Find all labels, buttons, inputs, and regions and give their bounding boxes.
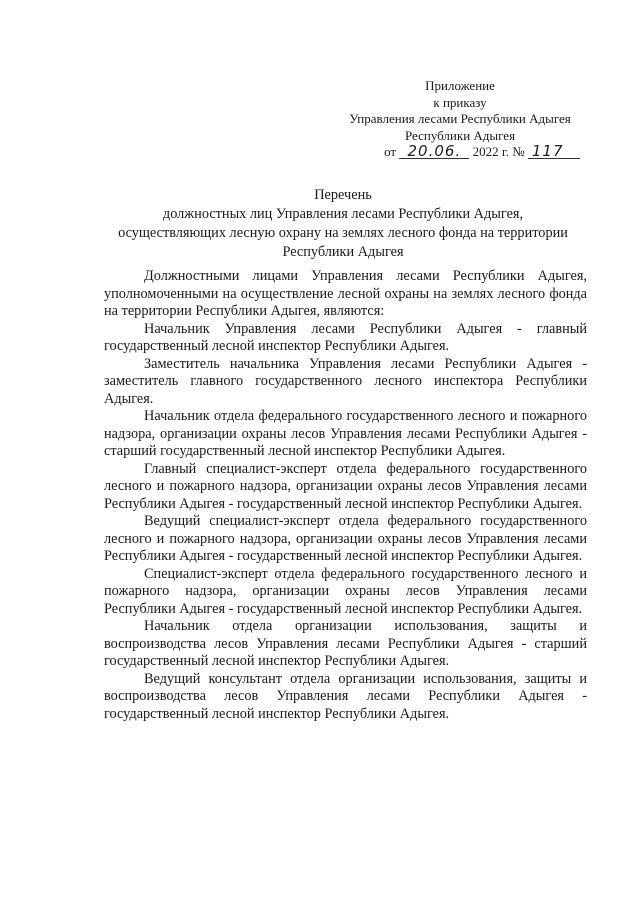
paragraph-text: Должностными лицами Управления лесами Республики Адыгея, уполномоченными на осуществление лесной охраны на землях лесного фонда на территории Республики Адыгея, являются: <box>104 268 587 319</box>
paragraph <box>104 671 587 724</box>
paragraph <box>104 356 587 409</box>
paragraph-text: Главный специалист-эксперт отдела федерального государственного лесного и пожарного надзора, организации охраны лесов Управления лесами Республики Адыгея - государственный лесной инспектор Республики Адыгея. <box>104 460 587 512</box>
paragraph <box>104 408 587 461</box>
paragraph-text: Ведущий специалист-эксперт отдела федерального государственного лесного и пожарного надзора, организации охраны лесов Управления лесами Республики Адыгея - государственный лесной инспектор Республики Адыгея. <box>104 513 587 564</box>
paragraph-text: Заместитель начальника Управления лесами Республики Адыгея - заместитель главного государственного лесного инспектора Республики Адыгея. <box>104 355 587 407</box>
appendix-header <box>330 78 590 161</box>
title-line-2: должностных лиц Управления лесами Республики Адыгея, <box>162 206 524 222</box>
paragraph <box>104 268 587 321</box>
paragraph <box>104 461 587 514</box>
paragraph-text: Ведущий консультант отдела организации использования, защиты и воспроизводства лесов Управления лесами Республики Адыгея - государственный лесной инспектор Республики Адыгея. <box>104 670 587 722</box>
paragraph-text: Специалист-эксперт отдела федерального государственного лесного и пожарного надзора, организации охраны лесов Управления лесами Республики Адыгея - государственный лесной инспектор Республики Адыгея. <box>104 565 587 617</box>
appendix-label: Приложение <box>425 78 495 93</box>
handwritten-order-number: 117 <box>528 144 580 159</box>
year-text: 2022 г. № <box>472 144 525 159</box>
document-title <box>90 186 596 262</box>
paragraph <box>104 566 587 619</box>
paragraph-text: Начальник отдела федерального государственного лесного и пожарного надзора, организации охраны лесов Управления лесами Республики Адыгея - старший государственный лесной инспектор Республики Адыгея. <box>104 408 587 459</box>
title-line-3: осуществляющих лесную охрану на землях лесного фонда на территории <box>118 225 568 241</box>
appendix-organization: Управления лесами Республики Адыгея <box>349 111 571 126</box>
title-line-1: Перечень <box>314 187 372 203</box>
appendix-region: Республики Адыгея <box>404 127 516 143</box>
handwritten-date: 20.06. <box>399 144 469 159</box>
paragraph <box>104 321 587 356</box>
date-prefix: от <box>384 144 397 159</box>
appendix-order-ref: к приказу <box>433 94 487 110</box>
title-line-4: Республики Адыгея <box>282 244 404 260</box>
document-body <box>104 268 587 723</box>
appendix-date-line <box>330 144 590 161</box>
paragraph-text: Начальник Управления лесами Республики Адыгея - главный государственный лесной инспектор Республики Адыгея. <box>104 320 587 354</box>
paragraph-text: Начальник отдела организации использования, защиты и воспроизводства лесов Управления лесами Республики Адыгея - старший государственный лесной инспектор Республики Адыгея. <box>104 618 587 669</box>
paragraph <box>104 618 587 671</box>
paragraph <box>104 513 587 566</box>
